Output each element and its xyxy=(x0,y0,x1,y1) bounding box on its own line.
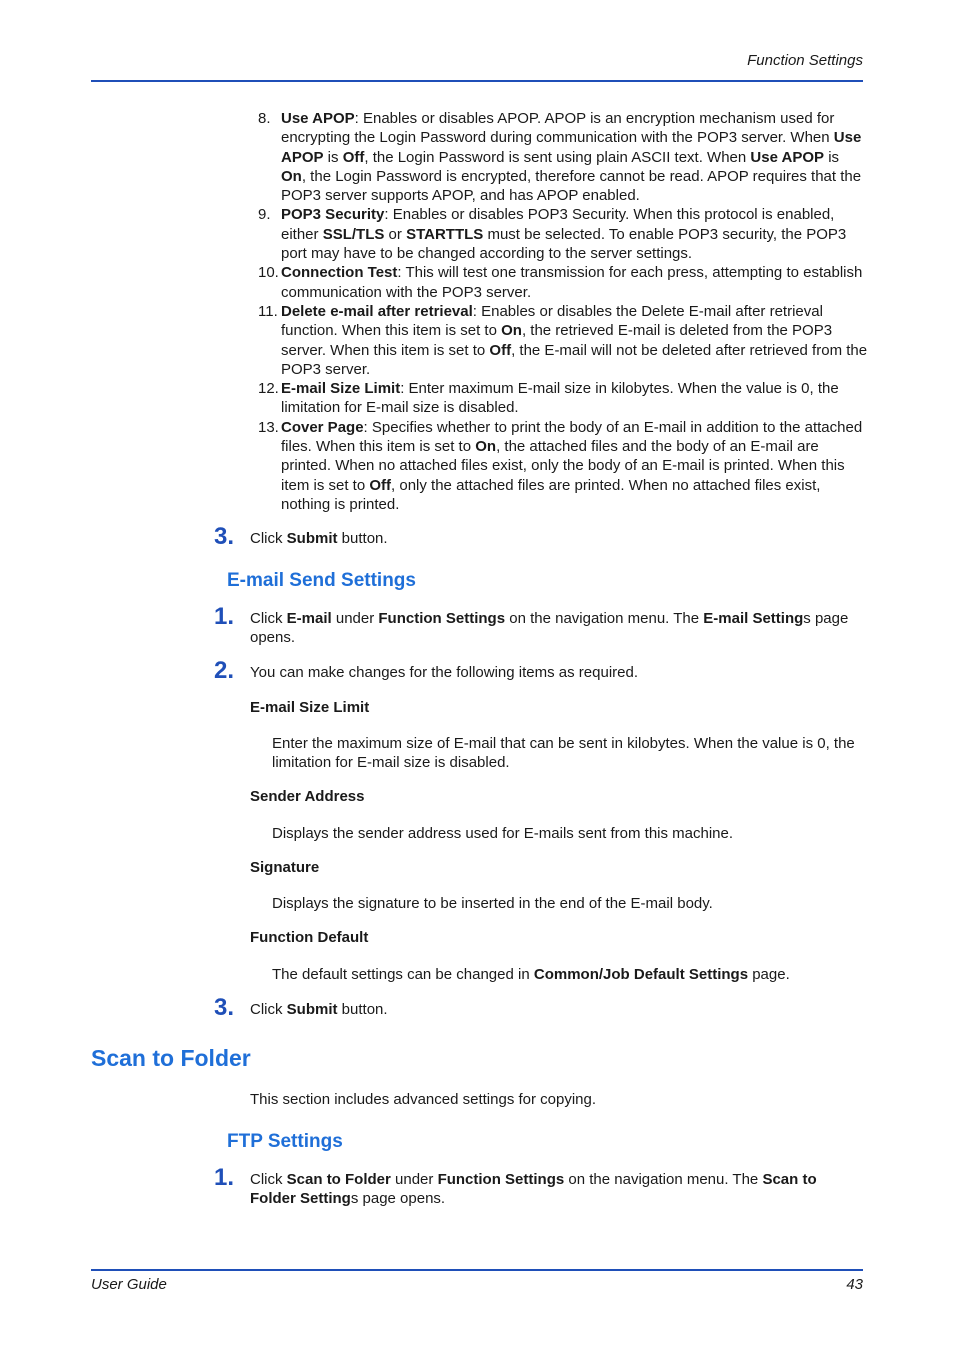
step-text: Click Scan to Folder under Function Settings on the navigation menu. The Scan to Folder Settings page opens. xyxy=(250,1171,817,1208)
item-description: Enter the maximum size of E-mail that can be sent in kilobytes. When the value is 0, the limitation for E-mail size is disabled. xyxy=(272,735,855,772)
step-number: 3. xyxy=(214,994,235,1021)
running-header: Function Settings xyxy=(747,52,863,69)
step-text: Click E-mail under Function Settings on the navigation menu. The E-mail Settings page opens. xyxy=(250,610,849,647)
list-item: 11. Delete e-mail after retrieval: Enables or disables the Delete E-mail after retrieval function. When this item is set to On, the retrieved E-mail is deleted from the POP3 server. When this item is set to Off, the E-mail will not be deleted after retrieved from the POP3 server. xyxy=(258,302,868,378)
section-intro: This section includes advanced settings for copying. xyxy=(250,1091,597,1108)
page-number: 43 xyxy=(846,1276,863,1293)
item-description: Displays the sender address used for E-mails sent from this machine. xyxy=(272,825,734,842)
list-item: 12. E-mail Size Limit: Enter maximum E-mail size in kilobytes. When the value is 0, the limitation for E-mail size is disabled. xyxy=(258,380,839,417)
footer-rule xyxy=(91,1269,863,1271)
list-item-number: 11. xyxy=(258,302,278,320)
list-item-number: 10. xyxy=(258,264,279,282)
item-description: Displays the signature to be inserted in the end of the E-mail body. xyxy=(272,895,713,912)
step-number: 1. xyxy=(214,1164,235,1191)
step-text: Click Submit button. xyxy=(250,530,388,547)
item-title: E-mail Size Limit xyxy=(250,699,370,716)
step-text: Click Submit button. xyxy=(250,1001,388,1018)
step-number: 3. xyxy=(214,523,235,550)
step-number: 1. xyxy=(214,603,235,630)
item-description: The default settings can be changed in Common/Job Default Settings page. xyxy=(272,966,790,983)
list-item: 8. Use APOP: Enables or disables APOP. APOP is an encryption mechanism used for encrypting the Login Password during communication with the POP3 server. When Use APOP is Off, the Login Password is sent using plain ASCII text. When Use APOP is On, the Login Password is encrypted, therefore cannot be read. APOP requires that the POP3 server supports APOP, and has APOP enabled. xyxy=(258,110,862,205)
header-rule xyxy=(91,80,863,82)
step-text: You can make changes for the following items as required. xyxy=(250,664,639,681)
item-title: Sender Address xyxy=(250,788,365,805)
list-item: 9. POP3 Security: Enables or disables POP3 Security. When this protocol is enabled, either SSL/TLS or STARTTLS must be selected. To enable POP3 security, the POP3 port may have to be changed according to the server settings. xyxy=(258,206,847,263)
section-heading: FTP Settings xyxy=(227,1131,343,1152)
list-item: 10. Connection Test: This will test one transmission for each press, attempting to establish communication with the POP3 server. xyxy=(258,264,863,301)
pop3-settings-list xyxy=(258,109,868,514)
item-title: Signature xyxy=(250,859,320,876)
list-item-number: 9. xyxy=(258,206,271,224)
list-item-number: 13. xyxy=(258,418,279,436)
item-title: Function Default xyxy=(250,929,369,946)
list-item: 13. Cover Page: Specifies whether to print the body of an E-mail in addition to the attached files. When this item is set to On, the attached files and the body of an E-mail are printed. When no attached files exist, only the body of an E-mail is printed. When this item is set to Off, only the attached files are printed. When no attached files exist, nothing is printed. xyxy=(258,418,863,513)
submit-label: Submit xyxy=(286,530,338,547)
section-heading: E-mail Send Settings xyxy=(227,570,416,591)
list-item-number: 8. xyxy=(258,110,271,127)
step-number: 2. xyxy=(214,657,235,684)
footer-title: User Guide xyxy=(91,1276,167,1293)
list-item-number: 12. xyxy=(258,380,279,398)
chapter-heading: Scan to Folder xyxy=(91,1045,251,1071)
